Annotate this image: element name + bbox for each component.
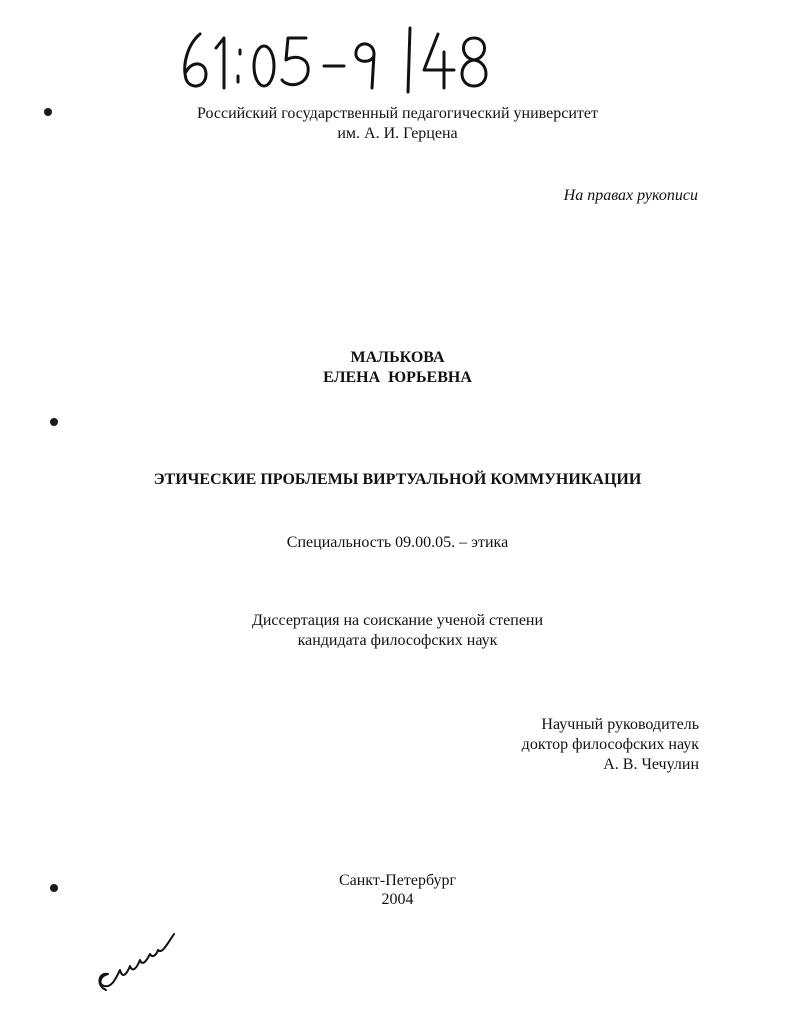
university-name-line2: им. А. И. Герцена bbox=[337, 125, 458, 142]
supervisor-role: Научный руководитель bbox=[541, 716, 699, 733]
author-surname: МАЛЬКОВА bbox=[350, 349, 445, 366]
supervisor-name: А. В. Чечулин bbox=[603, 756, 699, 773]
year: 2004 bbox=[381, 891, 414, 908]
manuscript-rights-note: На правах рукописи bbox=[563, 187, 698, 204]
specialty: Специальность 09.00.05. – этика bbox=[286, 534, 509, 551]
handwritten-catalog-number bbox=[178, 24, 493, 94]
university-name: Российский государственный педагогический университет bbox=[197, 105, 598, 122]
degree-line2: кандидата философских наук bbox=[297, 632, 498, 649]
supervisor-degree: доктор философских наук bbox=[521, 736, 699, 753]
scan-mark-dot bbox=[50, 418, 58, 426]
city: Санкт-Петербург bbox=[338, 872, 457, 889]
author-given-names: ЕЛЕНА ЮРЬЕВНА bbox=[323, 369, 472, 386]
handwritten-signature bbox=[92, 926, 182, 996]
dissertation-title: ЭТИЧЕСКИЕ ПРОБЛЕМЫ ВИРТУАЛЬНОЙ КОММУНИКАЦИИ bbox=[153, 471, 642, 488]
degree-line1: Диссертация на соискание ученой степени bbox=[251, 612, 544, 629]
